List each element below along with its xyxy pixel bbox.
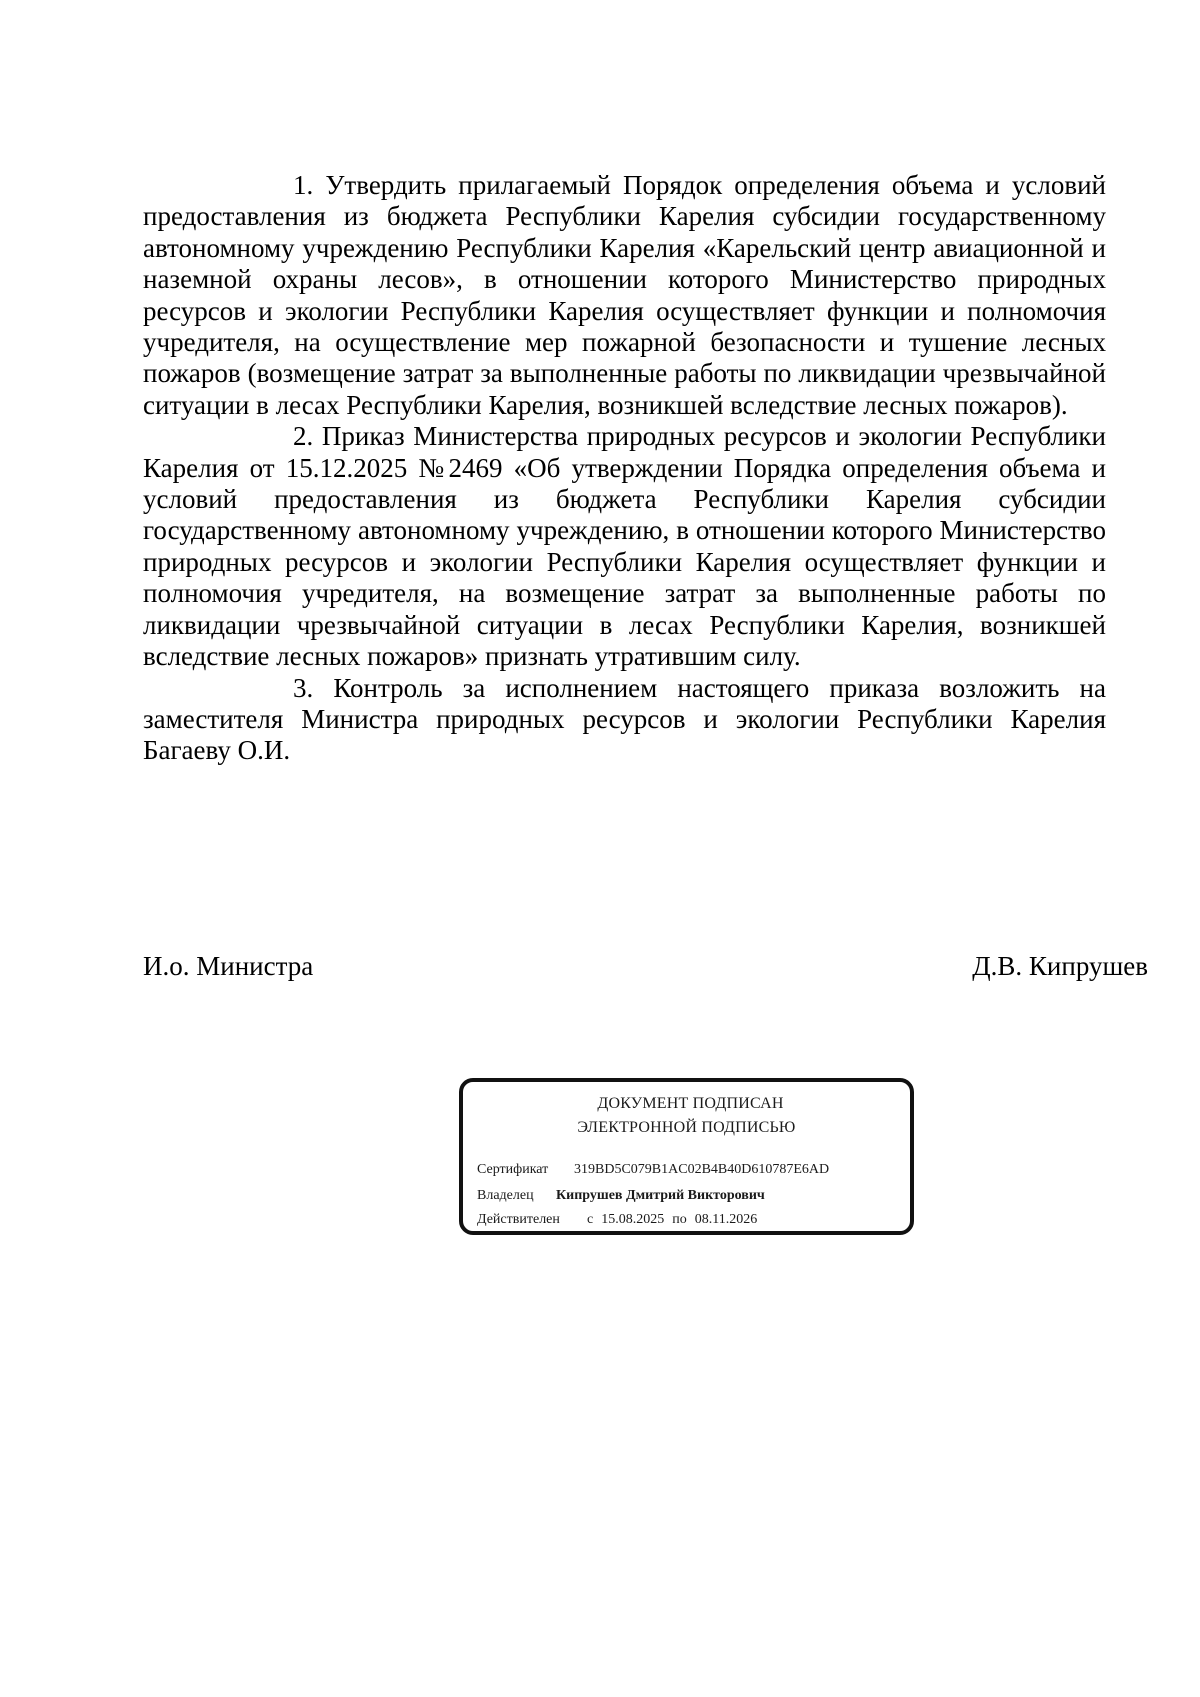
owner-label: Владелец: [477, 1188, 534, 1203]
stamp-owner-row: [477, 1186, 765, 1206]
owner-value: Кипрушев Дмитрий Викторович: [556, 1188, 765, 1203]
electronic-signature-stamp: [459, 1078, 914, 1235]
certificate-value: 319BD5C079B1AC02B4B40D610787E6AD: [574, 1162, 830, 1177]
stamp-validity-row: [477, 1210, 757, 1230]
validity-label: Действителен: [477, 1212, 560, 1227]
order-item-2: [143, 421, 1106, 672]
valid-to-date: 08.11.2026: [694, 1212, 758, 1227]
item-number: 2.: [293, 421, 314, 452]
stamp-heading-line-2: ЭЛЕКТРОННОЙ ПОДПИСЬЮ: [577, 1119, 796, 1136]
signatory-name: Д.В. Кипрушев: [972, 951, 1148, 981]
item-text: Контроль за исполнением настоящего приказа возложить на заместителя Министра природных ресурсов и экологии Республики Карелия Багаеву О.И.: [143, 672, 1106, 766]
valid-from-date: 15.08.2025: [601, 1212, 665, 1227]
valid-from-prefix: с: [587, 1212, 594, 1227]
item-number: 3.: [293, 672, 314, 703]
item-text: Утвердить прилагаемый Порядок определения объема и условий предоставления из бюджета Республики Карелия субсидии государственному автономному учреждению Республики Карелия «Карельский центр авиационной и наземной охраны лесов», в отношении которого Министерство природных ресурсов и экологии Республики Карелия осуществляет функции и полномочия учредителя, на осуществление мер пожарной безопасности и тушение лесных пожаров (возмещение затрат за выполненные работы по ликвидации чрезвычайной ситуации в лесах Республики Карелия, возникшей вследствие лесных пожаров).: [143, 170, 1106, 420]
order-body: [143, 170, 1106, 767]
item-text: Приказ Министерства природных ресурсов и экологии Республики Карелия от 15.12.2025 №2469 «Об утверждении Порядка определения объема и условий предоставления из бюджета Республики Карелия субсидии государственному автономному учреждению, в отношении которого Министерство природных ресурсов и экологии Республики Карелия осуществляет функции и полномочия учредителя, на возмещение затрат за выполненные работы по ликвидации чрезвычайной ситуации в лесах Республики Карелия, возникшей вследствие лесных пожаров» признать утратившим силу.: [143, 421, 1106, 672]
stamp-certificate-row: [477, 1160, 829, 1180]
certificate-label: Сертификат: [477, 1162, 549, 1177]
stamp-heading-line-1: ДОКУМЕНТ ПОДПИСАН: [597, 1095, 784, 1112]
item-number: 1.: [293, 170, 314, 200]
signatory-title: И.о. Министра: [143, 951, 314, 981]
order-item-3: [143, 673, 1106, 767]
order-item-1: [143, 170, 1106, 421]
valid-to-prefix: по: [672, 1212, 687, 1227]
